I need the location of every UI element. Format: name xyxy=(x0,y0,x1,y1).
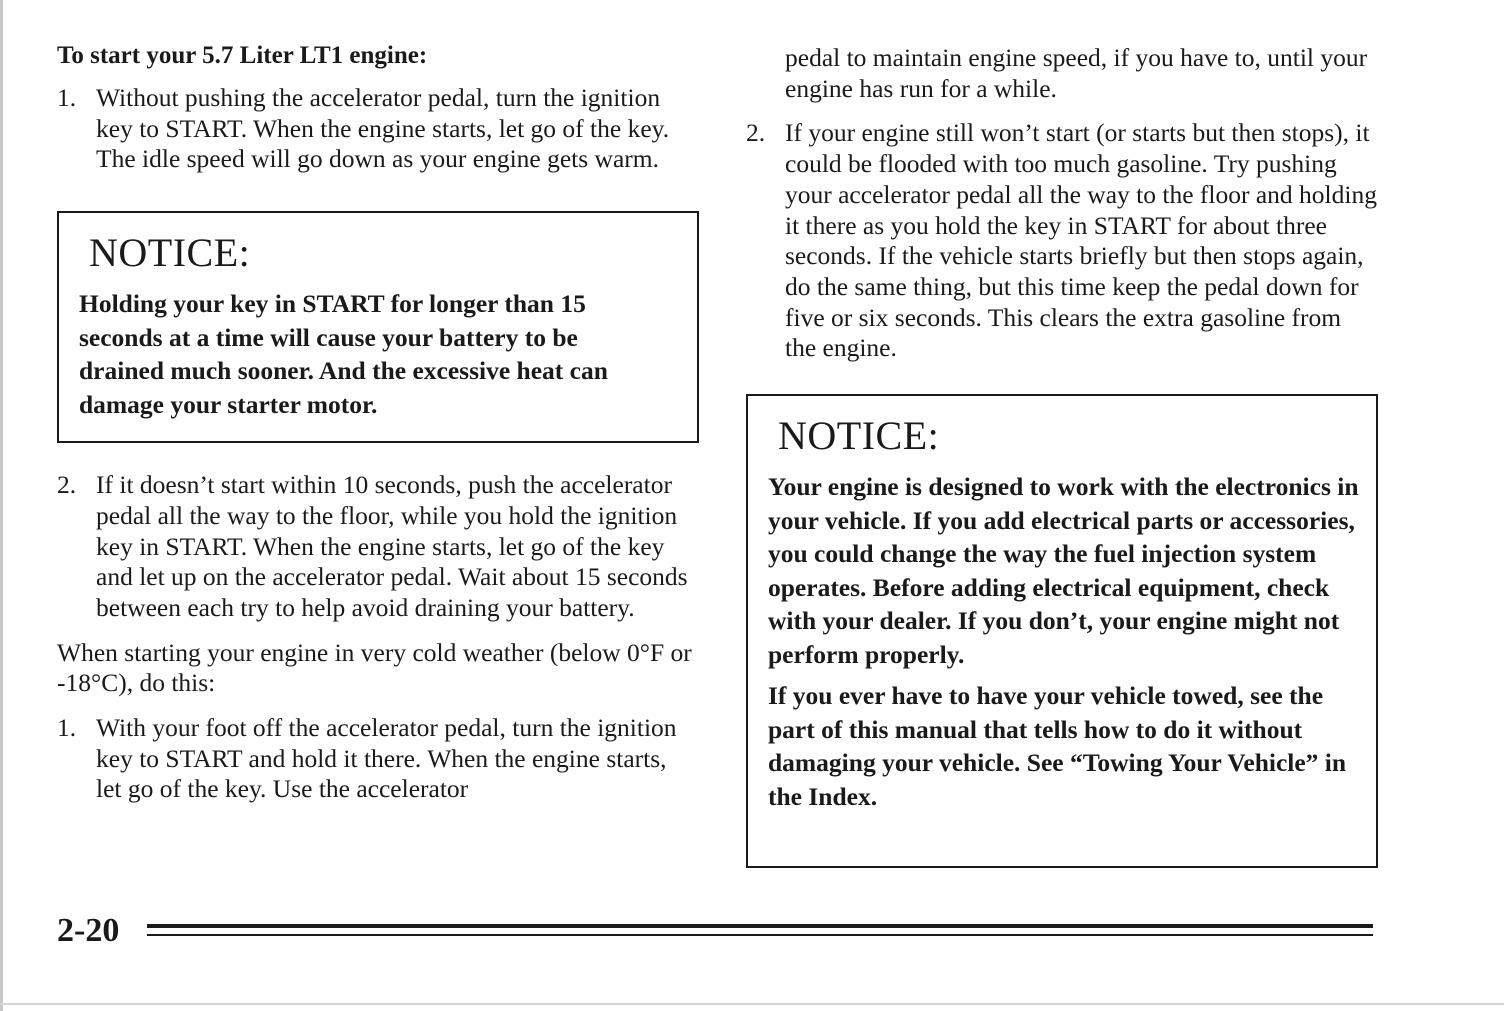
section-heading: To start your 5.7 Liter LT1 engine: xyxy=(57,42,428,69)
indent-spacer xyxy=(746,43,785,104)
step-1 xyxy=(57,83,697,175)
right-column xyxy=(746,43,1378,868)
continued-step xyxy=(746,43,1378,104)
step-text: With your foot off the accelerator pedal, turn the ignition key to START and hold it there. When the engine starts, let go of the key. Use the accelerator xyxy=(96,713,677,804)
step-2-flooded xyxy=(746,118,1378,364)
step-number: 1. xyxy=(57,713,77,743)
step-2 xyxy=(57,470,697,624)
notice-title: NOTICE: xyxy=(89,230,251,276)
notice-text-electrical: Your engine is designed to work with the electronics in your vehicle. If you add electrical parts or accessories, you could change the way the fuel injection system operates. Before adding electrical equipment, check with your dealer. If you don’t, your engine might not perform properly. xyxy=(768,472,1359,669)
step-text: If your engine still won’t start (or starts but then stops), it could be flooded with too much gasoline. Try pushing your accelerator pedal all the way to the floor and holding it there as you hold the key in START for about three seconds. If the vehicle starts briefly but then stops again, do the same thing, but this time keep the pedal down for five or six seconds. This clears the extra gasoline from the engine. xyxy=(785,118,1377,363)
notice-box-battery xyxy=(57,211,699,443)
left-column xyxy=(57,40,697,805)
notice-title: NOTICE: xyxy=(778,413,940,459)
notice-text: Holding your key in START for longer than 15 seconds at a time will cause your battery to be drained much sooner. And the excessive heat can damage your starter motor. xyxy=(79,289,608,419)
step-text: If it doesn’t start within 10 seconds, push the accelerator pedal all the way to the floor, while you hold the ignition key in START. When the engine starts, let go of the key and let up on the accelerator pedal. Wait about 15 seconds between each try to help avoid draining your battery. xyxy=(96,470,688,622)
page-bottom-edge xyxy=(0,1003,1504,1005)
step-text-continued: pedal to maintain engine speed, if you have to, until your engine has run for a while. xyxy=(785,43,1368,103)
step-number: 1. xyxy=(57,83,77,112)
notice-text-towing: If you ever have to have your vehicle towed, see the part of this manual that tells how to do it without damaging your vehicle. See “Towing Your Vehicle” in the Index. xyxy=(768,681,1347,811)
cold-weather-intro: When starting your engine in very cold weather (below 0°F or -18°C), do this: xyxy=(57,637,692,698)
page-left-edge xyxy=(0,0,3,1011)
page-number: 2-20 xyxy=(57,912,120,949)
notice-box-electrical xyxy=(746,394,1378,868)
step-number: 2. xyxy=(57,470,77,500)
footer-rule-top xyxy=(147,924,1373,928)
footer-rule-bottom xyxy=(147,934,1373,936)
cold-step-1 xyxy=(57,713,697,805)
step-text: Without pushing the accelerator pedal, turn the ignition key to START. When the engine starts, let go of the key. The idle speed will go down as your engine gets warm. xyxy=(96,83,670,174)
step-number: 2. xyxy=(746,118,766,148)
